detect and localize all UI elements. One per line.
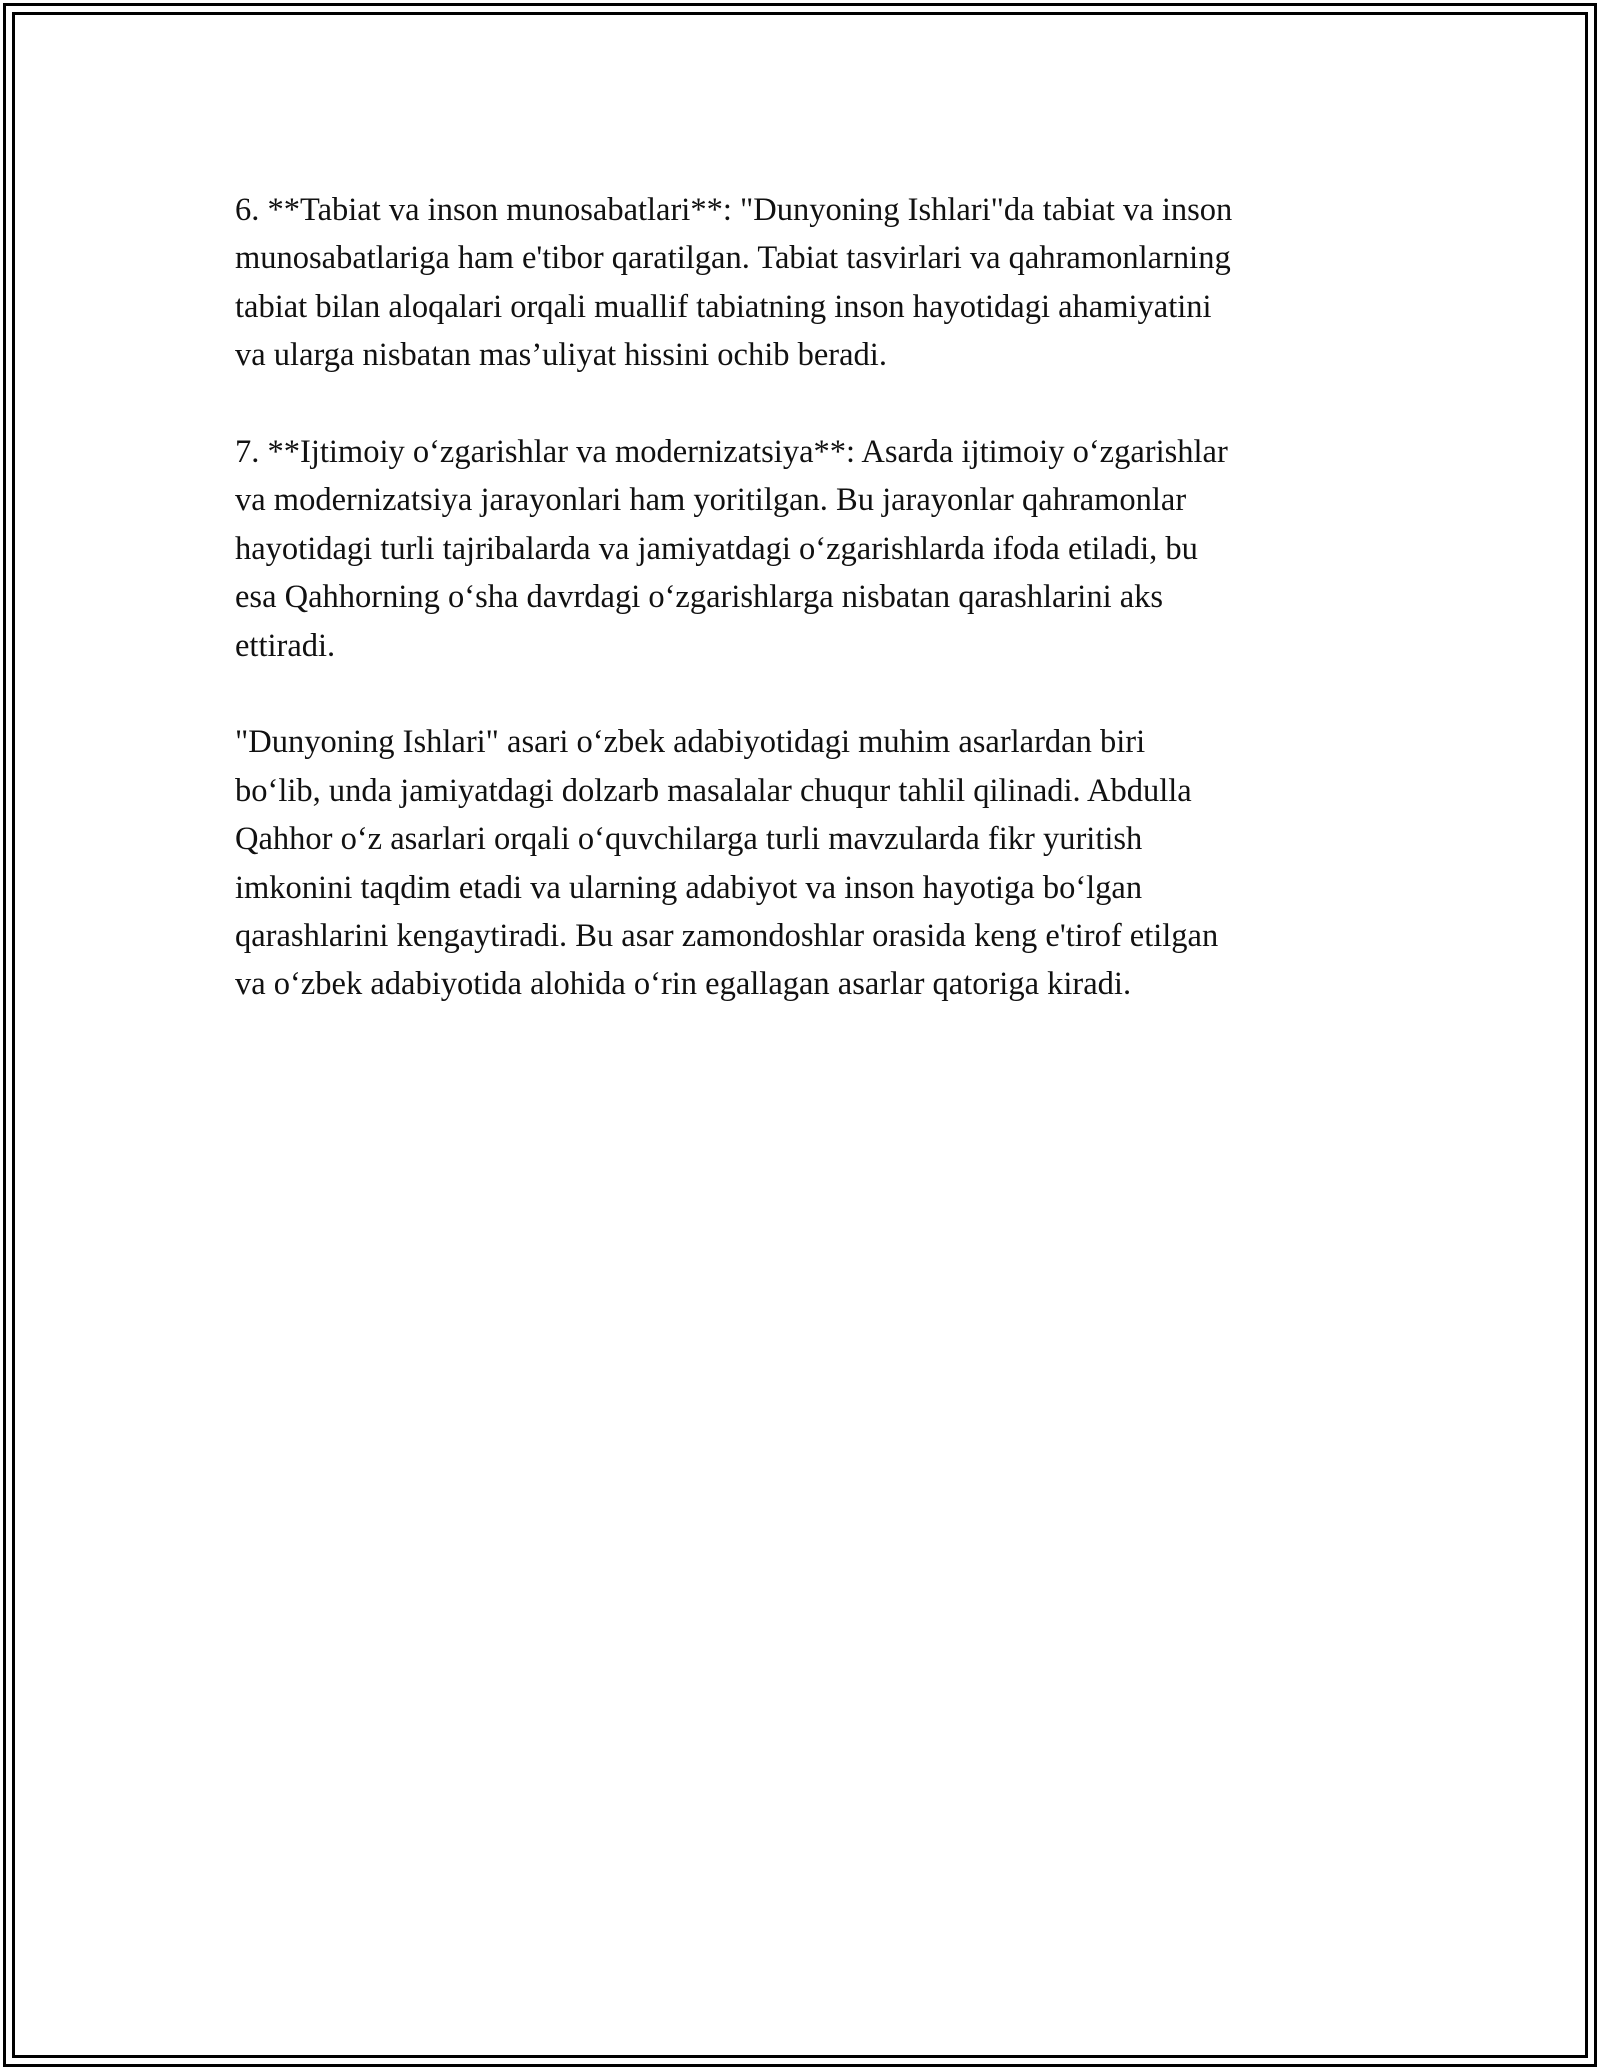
document-body bbox=[235, 186, 1385, 1057]
paragraph-ijtimoiy-ozgarishlar: 7. **Ijtimoiy o‘zgarishlar va modernizatsiya**: Asarda ijtimoiy o‘zgarishlar va modernizatsiya jarayonlari ham yoritilgan. Bu jarayonlar qahramonlar hayotidagi turli tajribalarda va jamiyatdagi o‘zgarishlarda ifoda etiladi, bu esa Qahhorning o‘sha davrdagi o‘zgarishlarga nisbatan qarashlarini aks ettiradi. bbox=[235, 434, 1228, 664]
paragraph-tabiat-va-inson: 6. **Tabiat va inson munosabatlari**: "Dunyoning Ishlari"da tabiat va inson munosabatlariga ham e'tibor qaratilgan. Tabiat tasvirlari va qahramonlarning tabiat bilan aloqalari orqali muallif tabiatning inson hayotidagi ahamiyatini va ularga nisbatan mas’uliyat hissini ochib beradi. bbox=[235, 192, 1233, 374]
paragraph-conclusion: "Dunyoning Ishlari" asari o‘zbek adabiyotidagi muhim asarlardan biri bo‘lib, unda jamiyatdagi dolzarb masalalar chuqur tahlil qilinadi. Abdulla Qahhor o‘z asarlari orqali o‘quvchilarga turli mavzularda fikr yuritish imkonini taqdim etadi va ularning adabiyot va inson hayotiga bo‘lgan qarashlarini kengaytiradi. Bu asar zamondoshlar orasida keng e'tirof etilgan va o‘zbek adabiyotida alohida o‘rin egallagan asarlar qatoriga kiradi. bbox=[235, 724, 1219, 1003]
